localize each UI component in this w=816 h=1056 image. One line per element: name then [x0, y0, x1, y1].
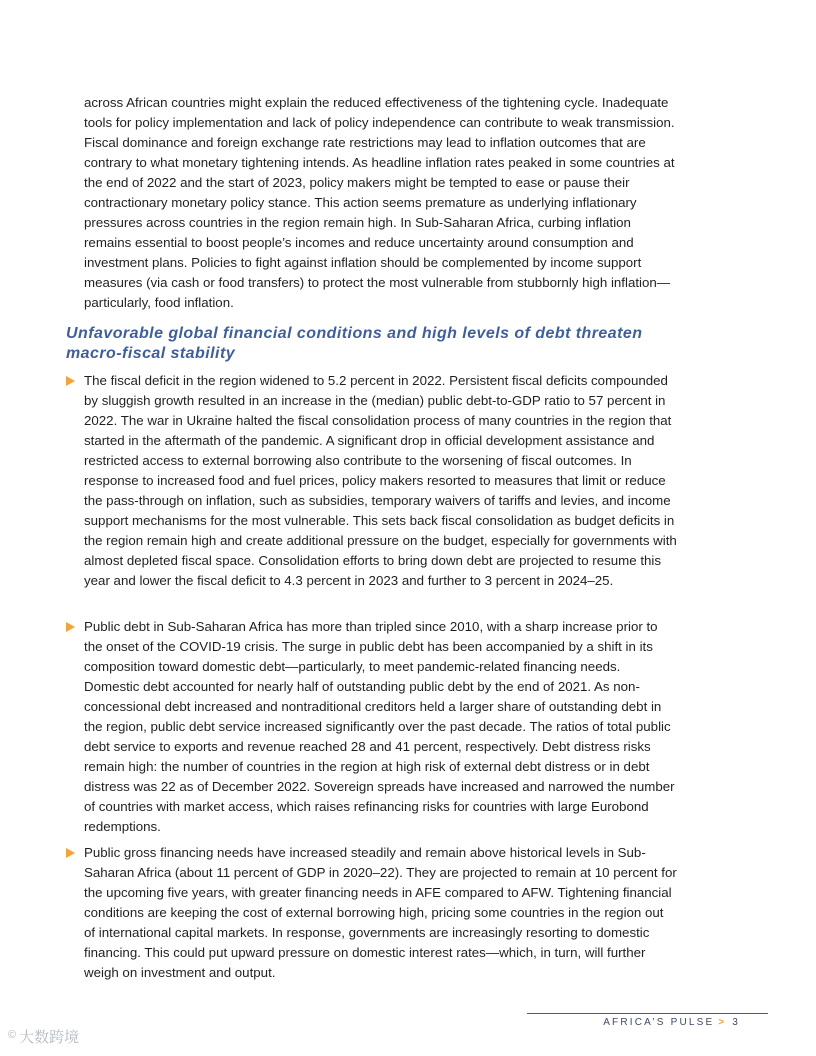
triangle-bullet-icon [66, 848, 75, 858]
intro-paragraph: across African countries might explain the reduced effectiveness of the tightening cycle. Inadequate tools for policy implementation and lack of policy independence can contribute to weak transmission. Fiscal dominance and foreign exchange rate restrictions may lead to inflation outcomes that are contrary to what monetary tightening intends. As headline inflation rates peaked in some countries at the end of 2022 and the start of 2023, policy makers might be tempted to ease or pause their contractionary monetary policy stance. This action seems premature as underlying inflationary pressures across countries in the region remain high. In Sub-Saharan Africa, curbing inflation remains essential to boost people’s incomes and reduce uncertainty around consumption and investment plans. Policies to fight against inflation should be complemented by income support measures (via cash or food transfers) to protect the most vulnerable from stubbornly high inflation—particularly, food inflation. [84, 95, 675, 310]
publication-title: AFRICA’S PULSE [603, 1017, 715, 1028]
triangle-bullet-icon [66, 376, 75, 386]
bullet-text: The fiscal deficit in the region widened to 5.2 percent in 2022. Persistent fiscal deficits compounded by sluggish growth resulted in an increase in the (median) public debt-to-GDP ratio to 57 percent in 2022. The war in Ukraine halted the fiscal consolidation process of many countries in the region that started in the aftermath of the pandemic. A significant drop in official development assistance and restricted access to external borrowing also contribute to the worsening of fiscal outcomes. In response to increased food and fuel prices, policy makers resorted to measures that limit or reduce the pass-through on inflation, such as subsidies, temporary waivers of tariffs and levies, and income support mechanisms for the most vulnerable. This sets back fiscal consolidation as budget deficits in the region remain high and create additional pressure on the budget, especially for governments with almost depleted fiscal space. Consolidation efforts to bring down debt are projected to resume this year and lower the fiscal deficit to 4.3 percent in 2023 and further to 3 percent in 2024–25. [84, 373, 677, 588]
watermark-logo-icon: © [8, 1029, 17, 1041]
bullet-text: Public debt in Sub-Saharan Africa has more than tripled since 2010, with a sharp increase prior to the onset of the COVID-19 crisis. The surge in public debt has been accompanied by a shift in its composition toward domestic debt—particularly, to meet pandemic-related financing needs. Domestic debt accounted for nearly half of outstanding public debt by the end of 2021. As non-concessional debt increased and nontraditional creditors held a larger share of outstanding debt in the region, public debt service increased significantly over the past decade. The ratios of total public debt service to exports and revenue reached 28 and 41 percent, respectively. Debt distress risks remain high: the number of countries in the region at high risk of external debt distress or in debt distress was 22 as of December 2022. Sovereign spreads have increased and narrowed the number of countries with market access, which raises refinancing risks for countries with large Eurobond redemptions. [84, 619, 675, 834]
watermark-text: 大数跨境 [19, 1029, 80, 1046]
section-heading: Unfavorable global financial conditions and high levels of debt threaten macro-fiscal stability [66, 325, 643, 362]
chevron-right-icon: > [718, 1017, 725, 1028]
footer-divider [527, 1013, 768, 1014]
triangle-bullet-icon [66, 622, 75, 632]
watermark [8, 1026, 79, 1047]
bullet-text: Public gross financing needs have increased steadily and remain above historical levels in Sub-Saharan Africa (about 11 percent of GDP in 2020–22). They are projected to remain at 10 percent for the upcoming five years, with greater financing needs in AFE compared to AFW. Tightening financial conditions are keeping the cost of external borrowing high, pricing some countries in the region out of international capital markets. In response, governments are increasingly resorting to domestic financing. This could put upward pressure on domestic interest rates—which, in turn, will further weigh on investment and output. [84, 845, 677, 980]
page-number: 3 [732, 1017, 740, 1028]
page-footer [603, 1017, 740, 1028]
